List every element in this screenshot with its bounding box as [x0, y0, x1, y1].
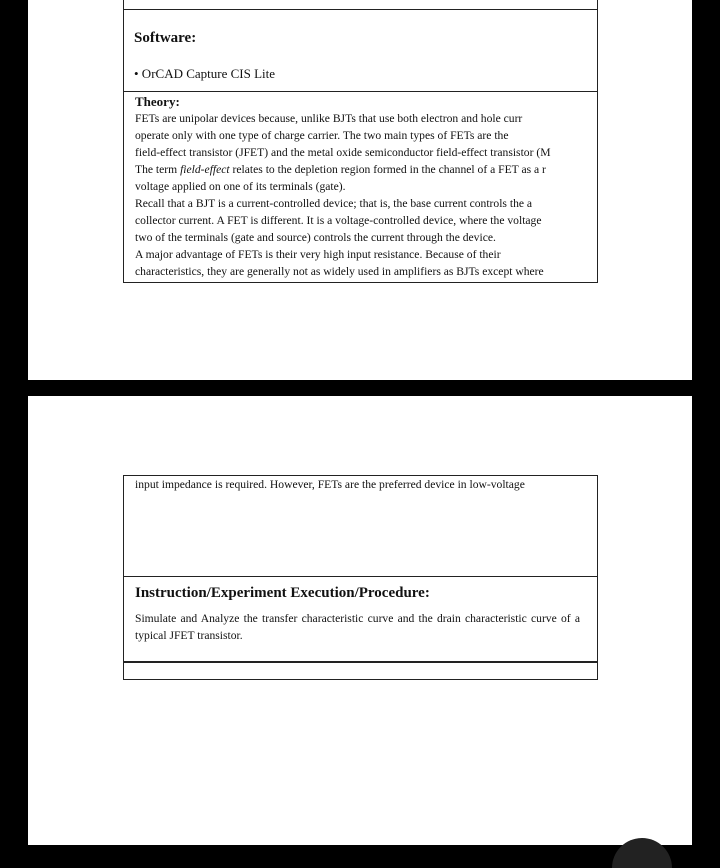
theory-line: voltage applied on one of its terminals (gate).	[135, 180, 346, 193]
software-title: Software:	[134, 30, 197, 46]
document-page-2	[28, 396, 692, 845]
document-page-1	[28, 0, 692, 380]
software-section	[123, 9, 598, 91]
theory-line: collector current. A FET is different. It is a voltage-controlled device, where the voltage	[135, 214, 542, 227]
procedure-section	[123, 576, 598, 662]
continuation-line: input impedance is required. However, FETs are the preferred device in low-voltage	[135, 478, 525, 491]
theory-line: Recall that a BJT is a current-controlled device; that is, the base current controls the a	[135, 197, 533, 210]
theory-line: characteristics, they are generally not as widely used in amplifiers as BJTs except where	[135, 265, 544, 278]
previous-cell-bottom	[123, 0, 598, 9]
empty-table-row	[123, 662, 598, 680]
theory-title: Theory:	[135, 94, 180, 109]
theory-line: The term field-effect relates to the depletion region formed in the channel of a FET as a r	[135, 163, 546, 176]
procedure-title: Instruction/Experiment Execution/Procedure:	[135, 585, 430, 601]
theory-line: operate only with one type of charge carrier. The two main types of FETs are the	[135, 129, 509, 142]
theory-line: two of the terminals (gate and source) controls the current through the device.	[135, 231, 496, 244]
software-item: • OrCAD Capture CIS Lite	[134, 66, 276, 81]
theory-line: field-effect transistor (JFET) and the metal oxide semiconductor field-effect transistor (M	[135, 146, 551, 159]
theory-section	[123, 91, 598, 283]
theory-continuation	[123, 475, 598, 577]
theory-line: FETs are unipolar devices because, unlike BJTs that use both electron and hole curr	[135, 112, 523, 125]
procedure-text: Simulate and Analyze the transfer characteristic curve and the drain characteristic curve of a typical JFET transistor.	[135, 612, 580, 642]
theory-line: A major advantage of FETs is their very high input resistance. Because of their	[135, 248, 501, 261]
